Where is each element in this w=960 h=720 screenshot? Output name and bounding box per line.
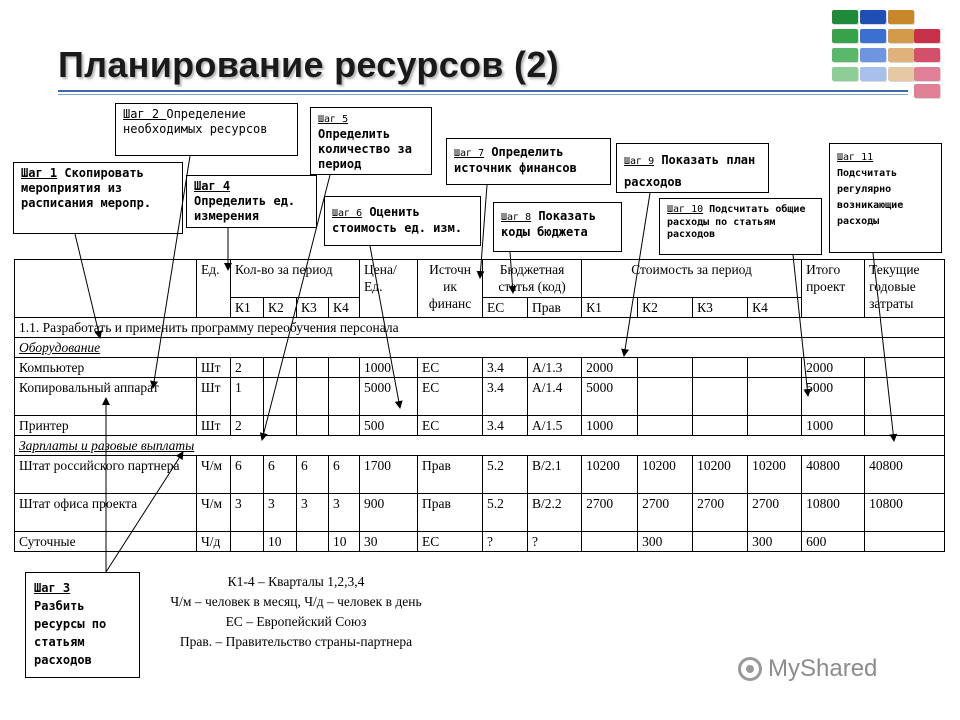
table-cell <box>264 378 297 416</box>
table-cell: A/1.3 <box>528 358 582 378</box>
legend-line: ЕС – Европейский Союз <box>225 614 367 629</box>
table-cell <box>264 358 297 378</box>
cube-tile <box>888 10 914 24</box>
header-q2: К2 <box>264 298 297 318</box>
table-cell <box>865 358 945 378</box>
header-ec: ЕС <box>483 298 528 318</box>
table-cell: 10800 <box>865 494 945 532</box>
table-cell: Компьютер <box>15 358 197 378</box>
step-11-label: Шаг 11 <box>837 152 874 163</box>
cube-tile <box>914 84 940 98</box>
header-total: Итого проект <box>802 260 865 318</box>
table-cell: 2700 <box>638 494 693 532</box>
step-7-label: Шаг 7 <box>454 148 485 159</box>
step-5-text: Определить количество за период <box>318 126 412 171</box>
table-cell: 2000 <box>582 358 638 378</box>
table-cell: Шт <box>197 358 231 378</box>
table-cell: 1700 <box>360 456 418 494</box>
table-cell: 1000 <box>360 358 418 378</box>
table-cell: 2 <box>231 358 264 378</box>
table-cell: 5000 <box>582 378 638 416</box>
step-5-label: Шаг 5 <box>318 114 349 125</box>
table-cell: Прав <box>418 494 483 532</box>
table-cell: 5.2 <box>483 456 528 494</box>
cube-tile <box>832 48 858 62</box>
table-cell: ЕС <box>418 532 483 552</box>
table-cell: B/2.1 <box>528 456 582 494</box>
legend-line: К1-4 – Кварталы 1,2,3,4 <box>227 574 365 589</box>
cube-tile <box>860 48 886 62</box>
page-title: Планирование ресурсов (2) <box>58 44 559 85</box>
legend-line: Прав. – Правительство страны-партнера <box>179 634 413 649</box>
callout-step-1 <box>13 162 183 234</box>
cube-tile <box>832 10 858 24</box>
decorative-cubes-logo <box>830 8 945 100</box>
table-header-row <box>15 260 945 298</box>
cube-tile <box>832 67 858 81</box>
callout-step-2 <box>115 103 298 156</box>
table-cell: 2000 <box>802 358 865 378</box>
table-cell <box>693 358 748 378</box>
cube-tile <box>860 10 886 24</box>
step-8-label: Шаг 8 <box>501 212 532 223</box>
table-cell: 2700 <box>748 494 802 532</box>
step-4-text: Определить ед. измерения <box>194 194 296 223</box>
header-q1: К1 <box>231 298 264 318</box>
table-cell: 300 <box>638 532 693 552</box>
table-cell: 300 <box>748 532 802 552</box>
table-cell <box>638 378 693 416</box>
table-cell <box>582 532 638 552</box>
table-cell: 2700 <box>582 494 638 532</box>
table-row <box>15 358 945 378</box>
cube-tile <box>860 29 886 43</box>
myshared-logo-icon <box>738 657 762 681</box>
step-1-text: Скопировать мероприятия из расписания меропр. <box>21 166 152 210</box>
step-6-text: Оценить стоимость ед. изм. <box>332 205 463 235</box>
table-cell: Штат российского партнера <box>15 456 197 494</box>
table-cell: 6 <box>297 456 329 494</box>
table-cell: ? <box>528 532 582 552</box>
table-cell: ? <box>483 532 528 552</box>
cube-tile <box>832 29 858 43</box>
table-row <box>15 494 945 532</box>
table-cell: 10200 <box>693 456 748 494</box>
table-cell: ЕС <box>418 378 483 416</box>
watermark-text: MyShared <box>768 655 878 682</box>
callout-step-9 <box>616 143 769 193</box>
table-cell: 30 <box>360 532 418 552</box>
table-cell <box>693 532 748 552</box>
header-cost-q1: К1 <box>582 298 638 318</box>
callout-step-4 <box>186 175 317 228</box>
table-cell: 6 <box>264 456 297 494</box>
step-3-text: Разбить ресурсы по статьям расходов <box>34 599 107 667</box>
table-cell: 10200 <box>638 456 693 494</box>
legend <box>146 572 446 652</box>
table-cell: Шт <box>197 416 231 436</box>
cube-tile <box>914 48 940 62</box>
table-cell: 2 <box>231 416 264 436</box>
step-9-text: Показать план расходов <box>624 153 756 189</box>
header-q3: К3 <box>297 298 329 318</box>
header-unit: Ед. <box>197 260 231 318</box>
group-salary: Зарплаты и разовые выплаты <box>15 436 945 456</box>
table-row <box>15 532 945 552</box>
table-cell: 500 <box>360 416 418 436</box>
table-cell: 40800 <box>802 456 865 494</box>
callout-step-8 <box>493 202 622 252</box>
group-row-salary <box>15 436 945 456</box>
step-4-label: Шаг 4 <box>194 179 231 193</box>
callout-step-6 <box>324 196 481 246</box>
table-cell: 10800 <box>802 494 865 532</box>
table-cell <box>865 378 945 416</box>
cube-tile <box>914 29 940 43</box>
table-cell: 6 <box>231 456 264 494</box>
callout-step-11 <box>829 143 942 253</box>
watermark <box>738 655 877 683</box>
cube-tile <box>888 29 914 43</box>
table-cell <box>297 378 329 416</box>
table-cell: 3 <box>231 494 264 532</box>
header-current: Текущие годовые затраты <box>865 260 945 318</box>
table-cell: 5000 <box>802 378 865 416</box>
callout-step-3 <box>25 572 140 678</box>
table-cell: 10200 <box>748 456 802 494</box>
table-cell: 2700 <box>693 494 748 532</box>
table-cell: Копировальный аппарат <box>15 378 197 416</box>
step-2-text: Определение необходимых ресурсов <box>123 107 268 136</box>
table-cell: 900 <box>360 494 418 532</box>
table-cell: 40800 <box>865 456 945 494</box>
table-cell: A/1.5 <box>528 416 582 436</box>
callout-step-7 <box>446 138 611 185</box>
table-cell <box>748 378 802 416</box>
table-cell: Суточные <box>15 532 197 552</box>
section-row <box>15 318 945 338</box>
group-row-equipment <box>15 338 945 358</box>
step-3-label: Шаг 3 <box>34 581 71 595</box>
header-qty: Кол-во за период <box>231 260 360 298</box>
table-cell <box>231 532 264 552</box>
table-cell: 10200 <box>582 456 638 494</box>
table-cell <box>693 378 748 416</box>
step-10-label: Шаг 10 <box>667 204 704 215</box>
cube-tile <box>888 67 914 81</box>
table-cell: 3 <box>264 494 297 532</box>
header-price: Цена/ Ед. <box>360 260 418 318</box>
step-1-label: Шаг 1 <box>21 166 58 180</box>
table-cell <box>264 416 297 436</box>
callout-step-5 <box>310 107 432 175</box>
table-cell: 3.4 <box>483 358 528 378</box>
header-q4: К4 <box>329 298 360 318</box>
table-cell: 3.4 <box>483 416 528 436</box>
table-cell <box>865 416 945 436</box>
table-cell: 1000 <box>802 416 865 436</box>
table-cell: 1000 <box>582 416 638 436</box>
table-row <box>15 416 945 436</box>
step-9-label: Шаг 9 <box>624 156 655 167</box>
header-cost-q2: К2 <box>638 298 693 318</box>
callout-step-10 <box>659 198 822 255</box>
table-cell: Ч/д <box>197 532 231 552</box>
table-cell: Шт <box>197 378 231 416</box>
table-cell: 5000 <box>360 378 418 416</box>
table-cell <box>748 416 802 436</box>
table-row <box>15 378 945 416</box>
table-cell: Принтер <box>15 416 197 436</box>
table-cell: Штат офиса проекта <box>15 494 197 532</box>
step-8-text: Показать коды бюджета <box>501 209 597 239</box>
table-cell <box>638 358 693 378</box>
table-cell: Прав <box>418 456 483 494</box>
table-cell <box>693 416 748 436</box>
table-cell: B/2.2 <box>528 494 582 532</box>
title-rule <box>58 90 908 92</box>
table-cell <box>297 358 329 378</box>
table-cell: 600 <box>802 532 865 552</box>
step-7-text: Определить источник финансов <box>454 145 577 175</box>
table-row <box>15 456 945 494</box>
table-cell: ЕС <box>418 358 483 378</box>
table-cell: 5.2 <box>483 494 528 532</box>
header-source: Источн ик финанс <box>418 260 483 318</box>
table-cell <box>297 532 329 552</box>
table-cell: 10 <box>264 532 297 552</box>
cube-tile <box>914 67 940 81</box>
table-cell <box>297 416 329 436</box>
cube-tile <box>888 48 914 62</box>
step-6-label: Шаг 6 <box>332 208 363 219</box>
table-cell <box>329 416 360 436</box>
table-cell <box>329 358 360 378</box>
header-blank <box>15 260 197 318</box>
table-cell: 3 <box>329 494 360 532</box>
header-prav: Прав <box>528 298 582 318</box>
table-cell: 3 <box>297 494 329 532</box>
table-cell: 3.4 <box>483 378 528 416</box>
table-cell: A/1.4 <box>528 378 582 416</box>
table-cell: Ч/м <box>197 456 231 494</box>
header-cost-q3: К3 <box>693 298 748 318</box>
resource-planning-table <box>14 259 945 552</box>
table-cell: 10 <box>329 532 360 552</box>
table-cell: 1 <box>231 378 264 416</box>
cube-tile <box>860 67 886 81</box>
table-cell: Ч/м <box>197 494 231 532</box>
section-title: 1.1. Разработать и применить программу переобучения персонала <box>15 318 945 338</box>
step-2-label: Шаг 2 <box>123 107 167 121</box>
table-cell <box>748 358 802 378</box>
title-rule-thin <box>58 94 908 95</box>
table-cell: 6 <box>329 456 360 494</box>
table-cell <box>865 532 945 552</box>
table-cell: ЕС <box>418 416 483 436</box>
table-cell <box>638 416 693 436</box>
group-equipment: Оборудование <box>15 338 945 358</box>
header-cost: Стоимость за период <box>582 260 802 298</box>
table-cell <box>329 378 360 416</box>
step-10-text: Подсчитать общие расходы по статьям расходов <box>667 204 806 240</box>
header-budget: Бюджетная статья (код) <box>483 260 582 298</box>
step-11-text: Подсчитать регулярно возникающие расходы <box>837 168 904 227</box>
header-cost-q4: К4 <box>748 298 802 318</box>
legend-line: Ч/м – человек в месяц, Ч/д – человек в день <box>170 594 422 609</box>
